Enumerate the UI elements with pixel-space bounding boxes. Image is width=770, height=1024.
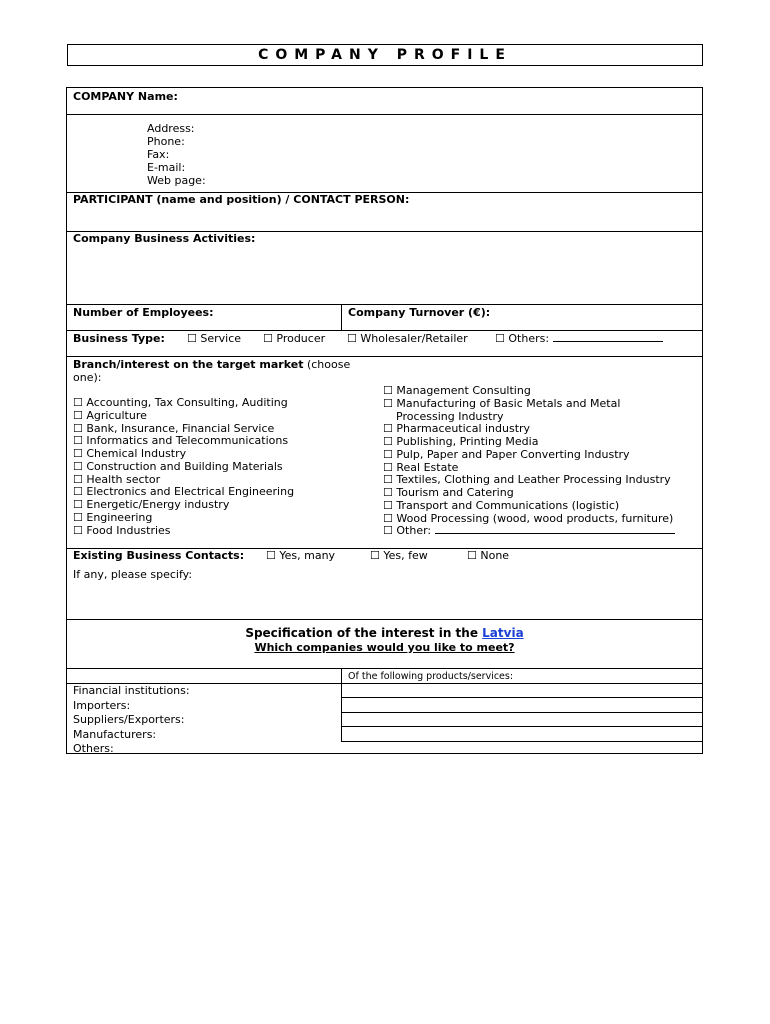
checkbox-icon[interactable]: ☐: [495, 332, 505, 345]
contacts-yes-few[interactable]: ☐ Yes, few: [370, 549, 428, 562]
divider: [67, 114, 702, 115]
specification-row-label: Others:: [73, 742, 114, 755]
checkbox-icon[interactable]: ☐: [73, 485, 83, 499]
branch-option[interactable]: ☐ Manufacturing of Basic Metals and Metal: [383, 396, 621, 410]
checkbox-icon[interactable]: ☐: [383, 422, 393, 436]
other-blank-field[interactable]: [435, 533, 675, 534]
branch-option[interactable]: ☐ Tourism and Catering: [383, 486, 514, 499]
checkbox-icon[interactable]: ☐: [73, 421, 83, 435]
address-label: Address:: [147, 122, 195, 135]
checkbox-icon[interactable]: ☐: [383, 473, 393, 487]
checkbox-icon[interactable]: ☐: [347, 332, 357, 345]
branch-option[interactable]: ☐ Wood Processing (wood, wood products, furniture): [383, 511, 674, 525]
business-type-service[interactable]: ☐ Service: [187, 332, 242, 345]
divider: [341, 741, 702, 742]
divider: [341, 697, 702, 698]
branch-option[interactable]: ☐ Bank, Insurance, Financial Service: [73, 421, 275, 435]
others-blank-field[interactable]: [553, 341, 663, 342]
business-type-producer[interactable]: ☐ Producer: [263, 332, 326, 345]
employees-label: Number of Employees:: [73, 306, 214, 319]
email-label: E-mail:: [147, 161, 186, 174]
checkbox-icon[interactable]: ☐: [383, 511, 393, 525]
business-type-wholesaler[interactable]: ☐ Wholesaler/Retailer: [347, 332, 468, 345]
divider: [67, 668, 702, 669]
divider: [341, 668, 342, 741]
contacts-yes-many[interactable]: ☐ Yes, many: [266, 549, 336, 562]
checkbox-icon[interactable]: ☐: [383, 396, 393, 410]
fax-label: Fax:: [147, 148, 170, 161]
specification-row-label: Financial institutions:: [73, 684, 190, 697]
checkbox-icon[interactable]: ☐: [187, 332, 197, 345]
checkbox-icon[interactable]: ☐: [73, 472, 83, 486]
branch-option[interactable]: ☐ Energetic/Energy industry: [73, 498, 230, 511]
divider: [341, 712, 702, 713]
branch-option[interactable]: ☐ Transport and Communications (logistic): [383, 498, 620, 512]
checkbox-icon[interactable]: ☐: [383, 524, 393, 538]
branch-option[interactable]: ☐ Electronics and Electrical Engineering: [73, 485, 295, 499]
checkbox-icon[interactable]: ☐: [73, 408, 83, 422]
branch-option[interactable]: ☐ Pharmaceutical industry: [383, 422, 531, 436]
web-page-label: Web page:: [147, 174, 206, 187]
country-link[interactable]: Latvia: [482, 626, 524, 640]
checkbox-icon[interactable]: ☐: [383, 384, 393, 397]
divider: [67, 304, 702, 305]
checkbox-icon[interactable]: ☐: [383, 460, 393, 474]
branch-option[interactable]: ☐ Publishing, Printing Media: [383, 435, 539, 448]
branch-option[interactable]: ☐ Other:: [383, 524, 675, 537]
business-type-others[interactable]: ☐ Others:: [495, 332, 663, 345]
page-title: COMPANY PROFILE: [67, 44, 703, 66]
business-activities-label: Company Business Activities:: [73, 232, 256, 245]
branch-option[interactable]: ☐ Real Estate: [383, 460, 459, 474]
branch-option-continuation: Processing Industry: [396, 409, 504, 423]
branch-option[interactable]: ☐ Engineering: [73, 510, 153, 524]
checkbox-icon[interactable]: ☐: [73, 447, 83, 460]
company-name-label: COMPANY Name:: [73, 90, 178, 103]
checkbox-icon[interactable]: ☐: [266, 549, 276, 562]
specification-row-label: Suppliers/Exporters:: [73, 713, 185, 726]
checkbox-icon[interactable]: ☐: [73, 434, 83, 448]
branch-option[interactable]: ☐ Construction and Building Materials: [73, 459, 283, 473]
products-column-header: Of the following products/services:: [348, 671, 514, 682]
divider: [67, 619, 702, 620]
contacts-none[interactable]: ☐ None: [467, 549, 510, 562]
checkbox-icon[interactable]: ☐: [383, 498, 393, 512]
company-profile-form: [66, 87, 703, 754]
divider: [341, 726, 702, 727]
branch-option[interactable]: ☐ Management Consulting: [383, 384, 531, 397]
specification-row-label: Importers:: [73, 698, 131, 712]
branch-option[interactable]: ☐ Health sector: [73, 472, 161, 486]
checkbox-icon[interactable]: ☐: [73, 510, 83, 524]
turnover-label: Company Turnover (€):: [348, 306, 491, 319]
checkbox-icon[interactable]: ☐: [73, 498, 83, 511]
branch-option[interactable]: ☐ Agriculture: [73, 408, 147, 422]
checkbox-icon[interactable]: ☐: [467, 549, 477, 562]
checkbox-icon[interactable]: ☐: [73, 459, 83, 473]
checkbox-icon[interactable]: ☐: [383, 486, 393, 499]
specification-row-label: Manufacturers:: [73, 727, 157, 741]
branch-label-line2: one):: [73, 371, 102, 384]
specification-heading: Specification of the interest in the Latvia: [245, 626, 524, 640]
business-type-label: Business Type:: [73, 332, 165, 345]
branch-label: Branch/interest on the target market (choose: [73, 358, 351, 371]
specify-label: If any, please specify:: [73, 568, 193, 581]
divider: [67, 356, 702, 357]
phone-label: Phone:: [147, 135, 185, 148]
branch-option[interactable]: ☐ Textiles, Clothing and Leather Processing Industry: [383, 473, 671, 487]
specification-subheading: Which companies would you like to meet?: [254, 641, 515, 654]
checkbox-icon[interactable]: ☐: [370, 549, 380, 562]
checkbox-icon[interactable]: ☐: [263, 332, 273, 345]
branch-option[interactable]: ☐ Chemical Industry: [73, 447, 187, 460]
checkbox-icon[interactable]: ☐: [73, 523, 83, 537]
branch-option[interactable]: ☐ Food Industries: [73, 523, 171, 537]
existing-contacts-label: Existing Business Contacts:: [73, 549, 245, 562]
branch-option[interactable]: ☐ Informatics and Telecommunications: [73, 434, 289, 448]
branch-option[interactable]: ☐ Accounting, Tax Consulting, Auditing: [73, 396, 288, 409]
participant-label: PARTICIPANT (name and position) / CONTACT PERSON:: [73, 193, 410, 206]
branch-option[interactable]: ☐ Pulp, Paper and Paper Converting Industry: [383, 447, 630, 461]
divider: [341, 304, 342, 330]
checkbox-icon[interactable]: ☐: [383, 447, 393, 461]
divider: [67, 330, 702, 331]
checkbox-icon[interactable]: ☐: [383, 435, 393, 448]
checkbox-icon[interactable]: ☐: [73, 396, 83, 409]
